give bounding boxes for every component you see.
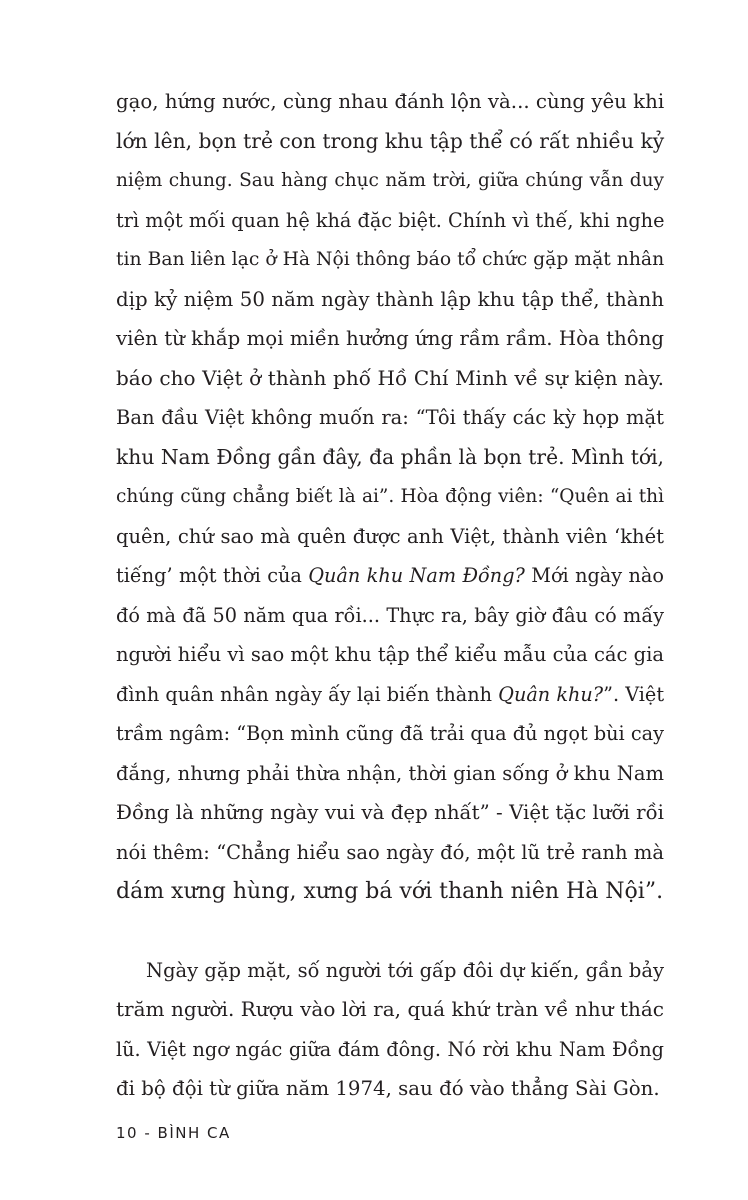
paragraph: [116, 82, 664, 912]
paragraph-gap: [116, 912, 664, 951]
text-line: [116, 359, 664, 399]
text-line: [116, 280, 664, 320]
text-segment: nói thêm: “Chẳng hiểu sao ngày đó, một lũ trẻ ranh mà: [116, 840, 664, 864]
text-segment: Ngày gặp mặt, số người tới gấp đôi dự kiến, gần bảy: [146, 958, 664, 982]
text-line: [116, 714, 664, 754]
text-segment: Ban đầu Việt không muốn ra: “Tôi thấy các kỳ họp mặt: [116, 406, 664, 429]
text-segment: ”. Việt: [603, 682, 665, 706]
text-line: [116, 635, 664, 675]
text-segment: đắng, nhưng phải thừa nhận, thời gian sống ở khu Nam: [116, 761, 664, 785]
text-segment: gạo, hứng nước, cùng nhau đánh lộn và... cùng yêu khi: [116, 90, 665, 113]
text-line: [116, 793, 664, 833]
text-segment: niệm chung. Sau hàng chục năm trời, giữa chúng vẫn duy: [116, 170, 664, 191]
text-segment: trì một mối quan hệ khá đặc biệt. Chính vì thế, khi nghe: [116, 208, 665, 232]
text-line: [116, 438, 664, 478]
text-segment: người hiểu vì sao một khu tập thể kiểu mẫu của các gia: [116, 643, 664, 666]
text-segment: lớn lên, bọn trẻ con trong khu tập thể có rất nhiều kỷ: [116, 128, 665, 153]
text-line: [116, 161, 664, 201]
text-line: [116, 754, 664, 794]
text-segment: khu Nam Đồng gần đây, đa phần là bọn trẻ. Mình tới,: [116, 444, 664, 469]
body-text: [116, 82, 664, 1109]
text-line: [116, 477, 664, 517]
text-segment: lũ. Việt ngơ ngác giữa đám đông. Nó rời khu Nam Đồng: [116, 1037, 664, 1061]
text-line: [116, 517, 664, 557]
page-footer: [116, 1124, 231, 1142]
text-segment: đó mà đã 50 năm qua rồi... Thực ra, bây giờ đâu có mấy: [116, 603, 664, 627]
paragraph: [116, 951, 664, 1109]
text-segment: dịp kỷ niệm 50 năm ngày thành lập khu tập thể, thành: [116, 287, 664, 311]
italic-phrase: Quân khu Nam Đồng?: [308, 564, 525, 587]
text-line: [116, 872, 664, 912]
text-line: [116, 596, 664, 636]
text-line: [116, 556, 664, 596]
text-segment: trầm ngâm: “Bọn mình cũng đã trải qua đủ ngọt bùi cay: [116, 722, 664, 745]
text-segment: dám xưng hùng, xưng bá với thanh niên Hà Nội”.: [116, 879, 664, 904]
footer-separator: -: [138, 1124, 158, 1142]
text-segment: đi bộ đội từ giữa năm 1974, sau đó vào thẳng Sài Gòn.: [116, 1077, 660, 1100]
text-line: [116, 675, 664, 715]
text-line: [116, 1069, 664, 1109]
text-line: [116, 833, 664, 873]
text-line: [116, 990, 664, 1030]
text-line: [116, 319, 664, 359]
running-title: BÌNH CA: [157, 1124, 231, 1142]
text-segment: trăm người. Rượu vào lời ra, quá khứ tràn về như thác: [116, 997, 664, 1021]
italic-phrase: Quân khu?: [498, 682, 604, 706]
page-number: 10: [116, 1124, 139, 1142]
text-segment: báo cho Việt ở thành phố Hồ Chí Minh về sự kiện này.: [116, 365, 664, 390]
text-segment: viên từ khắp mọi miền hưởng ứng rầm rầm. Hòa thông: [116, 327, 664, 350]
text-line: [116, 398, 664, 438]
text-segment: quên, chứ sao mà quên được anh Việt, thành viên ‘khét: [116, 524, 664, 548]
text-segment: đình quân nhân ngày ấy lại biến thành: [116, 682, 499, 706]
text-segment: Mới ngày nào: [524, 564, 664, 587]
text-segment: tiếng’ một thời của: [116, 564, 309, 587]
text-line: [116, 951, 664, 991]
text-line: [116, 201, 664, 241]
text-line: [116, 82, 664, 122]
text-line: [116, 1030, 664, 1070]
text-segment: tin Ban liên lạc ở Hà Nội thông báo tổ chức gặp mặt nhân: [116, 249, 665, 270]
text-segment: Đồng là những ngày vui và đẹp nhất” - Việt tặc lưỡi rồi: [116, 801, 664, 824]
text-segment: chúng cũng chẳng biết là ai”. Hòa động viên: “Quên ai thì: [116, 486, 664, 507]
text-line: [116, 122, 664, 162]
text-line: [116, 240, 664, 280]
